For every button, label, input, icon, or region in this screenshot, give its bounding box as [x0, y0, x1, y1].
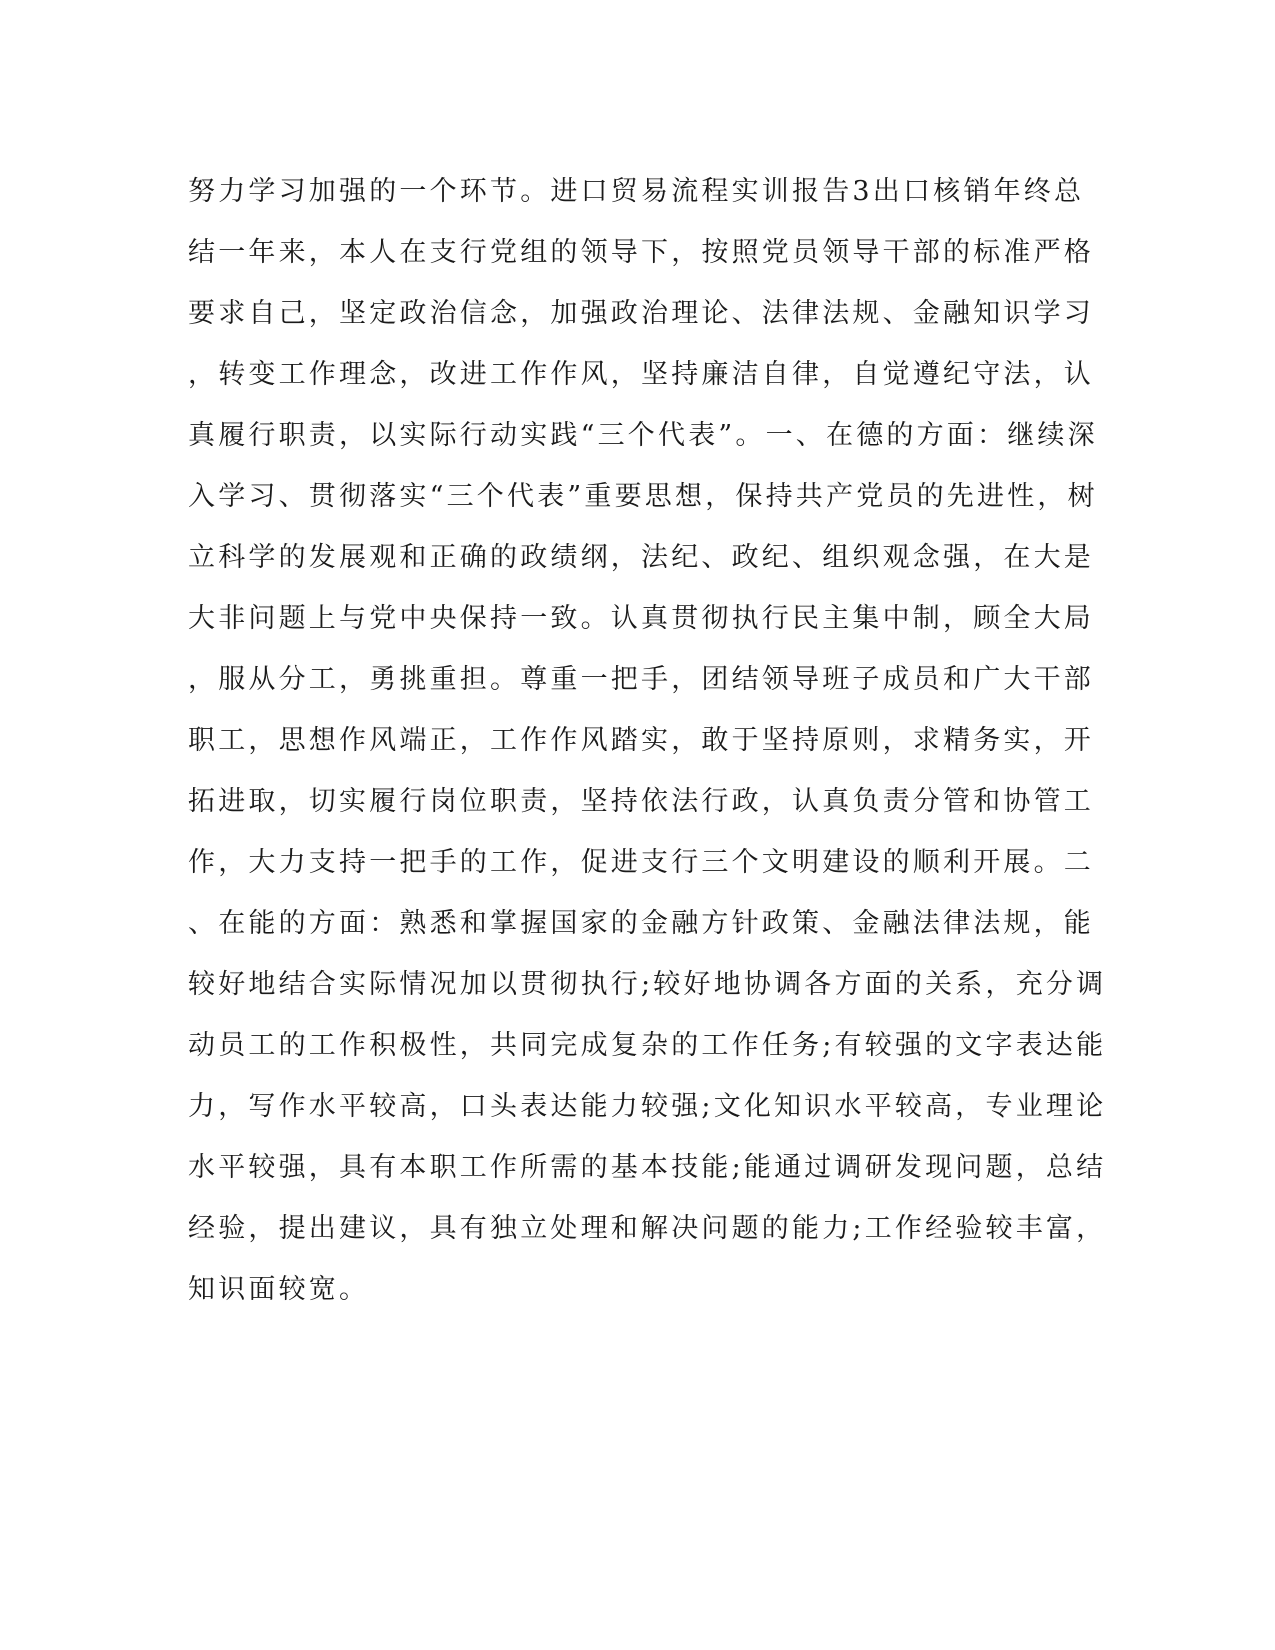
text-line: 要求自己，坚定政治信念，加强政治理论、法律法规、金融知识学习 [188, 298, 1094, 329]
text-line: ，服从分工，勇挑重担。尊重一把手，团结领导班子成员和广大干部 [188, 664, 1094, 695]
text-line: 经验，提出建议，具有独立处理和解决问题的能力;工作经验较丰富， [188, 1213, 1107, 1244]
body-paragraph [188, 161, 1107, 1320]
text-line: 大非问题上与党中央保持一致。认真贯彻执行民主集中制，顾全大局 [188, 603, 1094, 634]
text-line: 结一年来，本人在支行党组的领导下，按照党员领导干部的标准严格 [188, 237, 1094, 268]
text-line: 较好地结合实际情况加以贯彻执行;较好地协调各方面的关系，充分调 [188, 969, 1107, 1000]
text-line: 努力学习加强的一个环节。进口贸易流程实训报告3出口核销年终总 [188, 176, 1085, 207]
text-line: 真履行职责，以实际行动实践“三个代表”。一、在德的方面：继续深 [188, 420, 1098, 451]
text-line: 力，写作水平较高，口头表达能力较强;文化知识水平较高，专业理论 [188, 1091, 1107, 1122]
text-line: ，转变工作理念，改进工作作风，坚持廉洁自律，自觉遵纪守法，认 [188, 359, 1094, 390]
text-line: 动员工的工作积极性，共同完成复杂的工作任务;有较强的文字表达能 [188, 1030, 1107, 1061]
text-line: 知识面较宽。 [188, 1274, 370, 1305]
text-line: 、在能的方面：熟悉和掌握国家的金融方针政策、金融法律法规，能 [188, 908, 1094, 939]
text-line: 作，大力支持一把手的工作，促进支行三个文明建设的顺利开展。二 [188, 847, 1094, 878]
text-line: 职工，思想作风端正，工作作风踏实，敢于坚持原则，求精务实，开 [188, 725, 1094, 756]
text-line: 水平较强，具有本职工作所需的基本技能;能通过调研发现问题，总结 [188, 1152, 1107, 1183]
text-line: 入学习、贯彻落实“三个代表”重要思想，保持共产党员的先进性，树 [188, 481, 1098, 512]
text-line: 拓进取，切实履行岗位职责，坚持依法行政，认真负责分管和协管工 [188, 786, 1094, 817]
text-line: 立科学的发展观和正确的政绩纲，法纪、政纪、组织观念强，在大是 [188, 542, 1094, 573]
